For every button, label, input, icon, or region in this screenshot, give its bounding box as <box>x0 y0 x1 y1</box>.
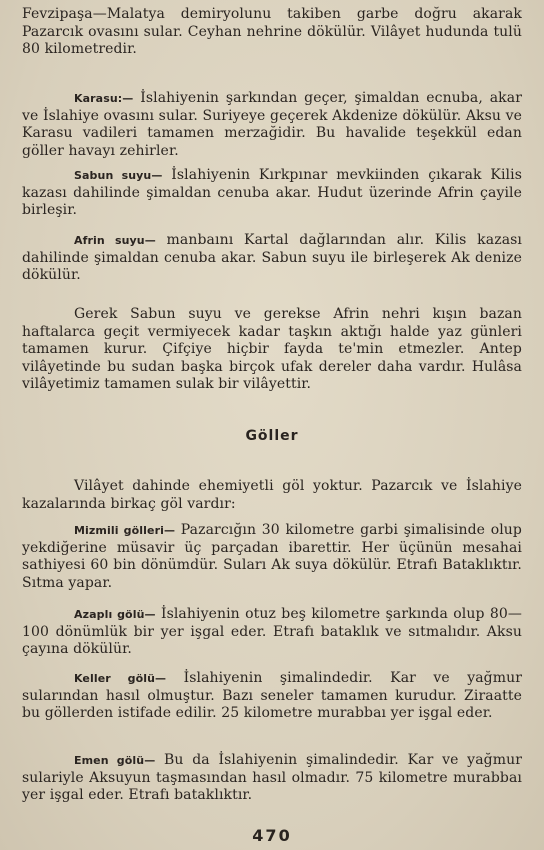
paragraph-azapli <box>22 606 522 659</box>
paragraph-text: Gerek Sabun suyu ve gerekse Afrin nehri kışın bazan haftalarca geçit vermiyecek kadar taşkın aktığı halde yaz günleri tamamen kurur. Çifçiye hiçbir fayda te'min etmezler. Antep vilâyetinde bu sudan başka birçok ufak dereler daha vardır. Hulâsa vilâyetimiz tamamen sulak bir vilâyettir. <box>22 306 522 393</box>
paragraph-lead: Azaplı gölü— <box>74 608 156 621</box>
paragraph-lead: Emen gölü— <box>74 754 156 767</box>
page-number: 470 <box>252 826 292 845</box>
paragraph-text: İslahiyenin otuz beş kilometre şarkında olup 80—100 dönümlük bir yer işgal eder. Etrafı bataklık ve sıtmalıdır. Aksu çayına dökülür. <box>22 606 522 658</box>
paragraph-lakes-intro <box>22 478 522 513</box>
paragraph-karasu <box>22 90 522 160</box>
paragraph-emen <box>22 752 522 805</box>
paragraph-text: Pazarcığın 30 kilometre garbi şimalisinde olup yekdiğerine müsavir üç parçadan ibarettir. Her üçünün mesahai sathiyesi 60 bin dönümdür. Suları Ak suya dökülür. Etrafı Bataklıktır. Sıtma yapar. <box>22 522 522 591</box>
section-heading: Göller <box>245 428 299 444</box>
paragraph-lead: Afrin suyu— <box>74 234 156 247</box>
paragraph-summary <box>22 306 522 394</box>
paragraph-keller <box>22 670 522 723</box>
paragraph-sabun-suyu <box>22 167 522 220</box>
paragraph-afrin-suyu <box>22 232 522 285</box>
paragraph-text: Bu da İslahiyenin şimalindedir. Kar ve yağmur sulariyle Aksuyun taşmasından hasıl olmadır. 75 kilometre murabbaı yer işgal eder. Etrafı bataklıktır. <box>22 752 522 804</box>
paragraph-text: İslahiyenin şarkından geçer, şimaldan ecnuba, akar ve İslahiye ovasını sular. Suriyeye geçerek Akdenize dökülür. Aksu ve Karasu vadileri tamamen merzağidir. Bu havalide teşekkül edan göller havayı zehirler. <box>22 90 522 159</box>
paragraph-lead: Sabun suyu— <box>74 169 163 182</box>
paragraph-text: manbaını Kartal dağlarından alır. Kilis kazası dahilinde şimaldan cenuba akar. Sabun suyu ile birleşerek Ak denize dökülür. <box>22 232 522 284</box>
paragraph-lead: Keller gölü— <box>74 672 167 685</box>
paragraph-lead: Karasu:— <box>74 92 134 105</box>
paragraph-fevzipasa-river <box>22 6 522 59</box>
paragraph-text: Vilâyet dahinde ehemiyetli göl yoktur. Pazarcık ve İslahiye kazalarında birkaç göl vardır: <box>22 478 522 512</box>
paragraph-lead: Mizmili gölleri— <box>74 524 176 537</box>
paragraph-text: Fevzipaşa—Malatya demiryolunu takiben garbe doğru akarak Pazarcık ovasını sular. Ceyhan nehrine dökülür. Vilâyet hudunda tulü 80 kilometredir. <box>22 6 522 58</box>
paragraph-mizmili <box>22 522 522 592</box>
paragraph-text: İslahiyenin şimalindedir. Kar ve yağmur sularından hasıl olmuştur. Bazı seneler tamamen kurudur. Ziraatte bu göllerden istifade edilir. 25 kilometre murabbaı yer işgal eder. <box>22 670 523 722</box>
paragraph-text: İslahiyenin Kırkpınar mevkiinden çıkarak Kilis kazası dahilinde şimaldan cenuba akar. Hudut üzerinde Afrin çayile birleşir. <box>22 167 522 219</box>
